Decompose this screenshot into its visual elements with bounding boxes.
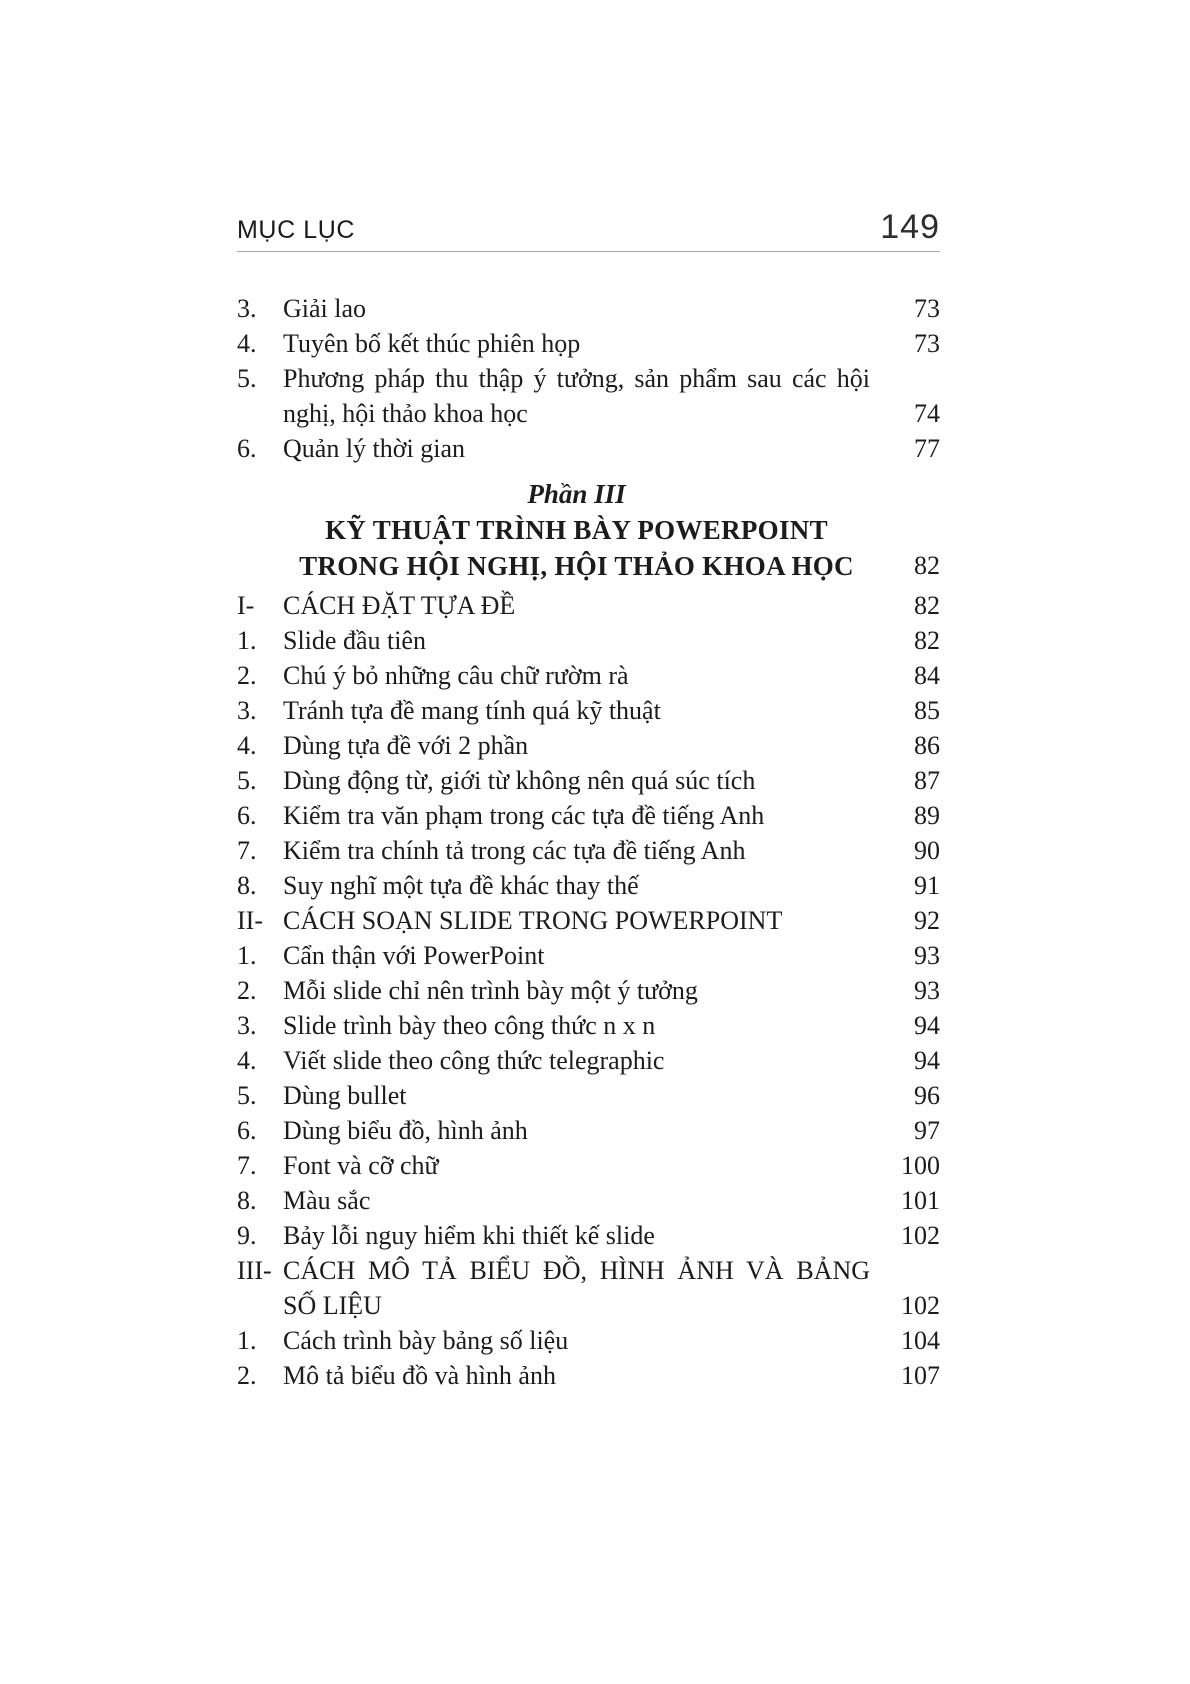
entry-number: 5. — [237, 766, 257, 795]
entry-title-line: Bảy lỗi nguy hiểm khi thiết kế slide — [283, 1221, 655, 1250]
toc-entry — [237, 1113, 940, 1148]
entry-title — [283, 728, 870, 763]
entry-title — [283, 291, 870, 326]
entry-page: 102 — [901, 1291, 940, 1320]
toc-entry — [237, 326, 940, 361]
entry-page: 94 — [914, 1011, 940, 1040]
toc-section-entry — [237, 1253, 940, 1323]
entry-number: 3. — [237, 294, 257, 323]
entry-number: 2. — [237, 976, 257, 1005]
toc-entry — [237, 1148, 940, 1183]
part-heading — [237, 476, 940, 584]
entry-number: II- — [237, 906, 263, 935]
toc-entry — [237, 693, 940, 728]
entry-page: 107 — [901, 1361, 940, 1390]
entry-number: I- — [237, 591, 255, 620]
entry-page: 101 — [901, 1186, 940, 1215]
entry-title — [283, 1113, 870, 1148]
toc-entry — [237, 763, 940, 798]
entry-page: 93 — [914, 976, 940, 1005]
entry-title — [283, 1148, 870, 1183]
entry-title — [283, 833, 870, 868]
entry-title-line: Mỗi slide chỉ nên trình bày một ý tưởng — [283, 976, 698, 1005]
entry-title-line: Font và cỡ chữ — [283, 1151, 439, 1180]
entry-title-line: Giải lao — [283, 294, 367, 323]
entry-page: 97 — [914, 1116, 940, 1145]
entry-number: 9. — [237, 1221, 257, 1250]
header-title: MỤC LỤC — [237, 215, 356, 244]
toc-entry — [237, 1043, 940, 1078]
entry-number: 1. — [237, 941, 257, 970]
entry-title — [283, 658, 870, 693]
entry-number: 7. — [237, 836, 257, 865]
entry-number: 6. — [237, 1116, 257, 1145]
entry-title-line: Màu sắc — [283, 1186, 371, 1215]
entry-title-line: Dùng động từ, giới từ không nên quá súc tích — [283, 766, 756, 795]
toc-entry — [237, 1078, 940, 1113]
table-of-contents — [237, 291, 940, 1393]
toc-list-part3 — [237, 588, 940, 1393]
toc-entry — [237, 728, 940, 763]
toc-entry — [237, 1183, 940, 1218]
entry-title — [283, 798, 870, 833]
entry-title-line: SỐ LIỆU — [283, 1291, 382, 1320]
entry-page: 91 — [914, 871, 940, 900]
page-header — [237, 208, 940, 252]
part-heading-page: 82 — [914, 551, 940, 580]
entry-title — [283, 1218, 870, 1253]
entry-title — [283, 1358, 870, 1393]
entry-page: 92 — [914, 906, 940, 935]
entry-title — [283, 1043, 870, 1078]
part-title-line2: TRONG HỘI NGHỊ, HỘI THẢO KHOA HỌC — [299, 551, 854, 581]
part-label: Phần III — [527, 479, 626, 509]
entry-title — [283, 693, 870, 728]
entry-title-line: Chú ý bỏ những câu chữ rườm rà — [283, 661, 629, 690]
entry-number: 5. — [237, 1081, 257, 1110]
entry-title — [283, 763, 870, 798]
toc-entry — [237, 658, 940, 693]
entry-number: 2. — [237, 661, 257, 690]
entry-page: 86 — [914, 731, 940, 760]
entry-number: 7. — [237, 1151, 257, 1180]
entry-number: 1. — [237, 626, 257, 655]
entry-page: 77 — [914, 434, 940, 463]
toc-entry — [237, 973, 940, 1008]
entry-title — [283, 903, 870, 938]
entry-title — [283, 868, 870, 903]
toc-entry — [237, 1008, 940, 1043]
entry-number: III- — [237, 1256, 272, 1285]
entry-title-line: CÁCH SOẠN SLIDE TRONG POWERPOINT — [283, 906, 783, 935]
entry-title — [283, 1253, 870, 1323]
entry-number: 3. — [237, 696, 257, 725]
entry-title-line: Quản lý thời gian — [283, 434, 465, 463]
entry-page: 73 — [914, 329, 940, 358]
entry-page: 93 — [914, 941, 940, 970]
entry-title-line: Slide đầu tiên — [283, 626, 426, 655]
entry-page: 84 — [914, 661, 940, 690]
entry-title-line: CÁCH ĐẶT TỰA ĐỀ — [283, 591, 516, 620]
entry-page: 100 — [901, 1151, 940, 1180]
entry-number: 5. — [237, 364, 257, 393]
entry-title-line: Kiểm tra chính tả trong các tựa đề tiếng Anh — [283, 836, 746, 865]
entry-title — [283, 326, 870, 361]
entry-page: 87 — [914, 766, 940, 795]
toc-entry — [237, 868, 940, 903]
entry-page: 82 — [914, 591, 940, 620]
entry-title-line: Dùng tựa đề với 2 phần — [283, 731, 529, 760]
toc-entry — [237, 431, 940, 466]
entry-page: 73 — [914, 294, 940, 323]
entry-number: 4. — [237, 1046, 257, 1075]
toc-entry — [237, 291, 940, 326]
entry-title-line: Viết slide theo công thức telegraphic — [283, 1046, 665, 1075]
entry-page: 82 — [914, 626, 940, 655]
entry-page: 85 — [914, 696, 940, 725]
entry-page: 89 — [914, 801, 940, 830]
entry-title — [283, 623, 870, 658]
toc-list-top — [237, 291, 940, 466]
entry-page: 102 — [901, 1221, 940, 1250]
entry-title — [283, 361, 870, 431]
part-title-line1: KỸ THUẬT TRÌNH BÀY POWERPOINT — [325, 515, 828, 545]
entry-number: 1. — [237, 1326, 257, 1355]
entry-title — [283, 1008, 870, 1043]
entry-title — [283, 1078, 870, 1113]
entry-title — [283, 588, 870, 623]
entry-title-line: Kiểm tra văn phạm trong các tựa đề tiếng Anh — [283, 801, 765, 830]
toc-entry — [237, 1218, 940, 1253]
entry-title-line: Phương pháp thu thập ý tưởng, sản phẩm sau các hội — [283, 364, 870, 393]
toc-section-entry — [237, 903, 940, 938]
toc-entry — [237, 798, 940, 833]
entry-title-line: CÁCH MÔ TẢ BIỂU ĐỒ, HÌNH ẢNH VÀ BẢNG — [283, 1256, 870, 1285]
entry-number: 3. — [237, 1011, 257, 1040]
entry-title-line: Cẩn thận với PowerPoint — [283, 941, 545, 970]
toc-entry — [237, 1323, 940, 1358]
toc-entry — [237, 938, 940, 973]
entry-title-line: Dùng biểu đồ, hình ảnh — [283, 1116, 528, 1145]
entry-title-line: Dùng bullet — [283, 1081, 407, 1110]
entry-title-line: nghị, hội thảo khoa học — [283, 399, 528, 428]
entry-number: 8. — [237, 871, 257, 900]
toc-entry — [237, 833, 940, 868]
toc-entry — [237, 1358, 940, 1393]
entry-page: 74 — [914, 399, 940, 428]
entry-title — [283, 1183, 870, 1218]
entry-title-line: Mô tả biểu đồ và hình ảnh — [283, 1361, 556, 1390]
entry-number: 6. — [237, 801, 257, 830]
entry-title — [283, 938, 870, 973]
entry-number: 8. — [237, 1186, 257, 1215]
toc-entry — [237, 623, 940, 658]
entry-title-line: Suy nghĩ một tựa đề khác thay thế — [283, 871, 639, 900]
entry-page: 104 — [901, 1326, 940, 1355]
toc-entry — [237, 361, 940, 431]
entry-page: 94 — [914, 1046, 940, 1075]
entry-title — [283, 973, 870, 1008]
entry-number: 4. — [237, 329, 257, 358]
toc-section-entry — [237, 588, 940, 623]
entry-number: 2. — [237, 1361, 257, 1390]
entry-title-line: Tránh tựa đề mang tính quá kỹ thuật — [283, 696, 661, 725]
entry-title — [283, 431, 870, 466]
entry-title-line: Tuyên bố kết thúc phiên họp — [283, 329, 581, 358]
entry-page: 96 — [914, 1081, 940, 1110]
header-page-number: 149 — [880, 208, 940, 246]
entry-title — [283, 1323, 870, 1358]
part-title-line2-row — [237, 548, 940, 584]
entry-number: 4. — [237, 731, 257, 760]
entry-title-line: Slide trình bày theo công thức n x n — [283, 1011, 656, 1040]
entry-page: 90 — [914, 836, 940, 865]
entry-number: 6. — [237, 434, 257, 463]
entry-title-line: Cách trình bày bảng số liệu — [283, 1326, 569, 1355]
